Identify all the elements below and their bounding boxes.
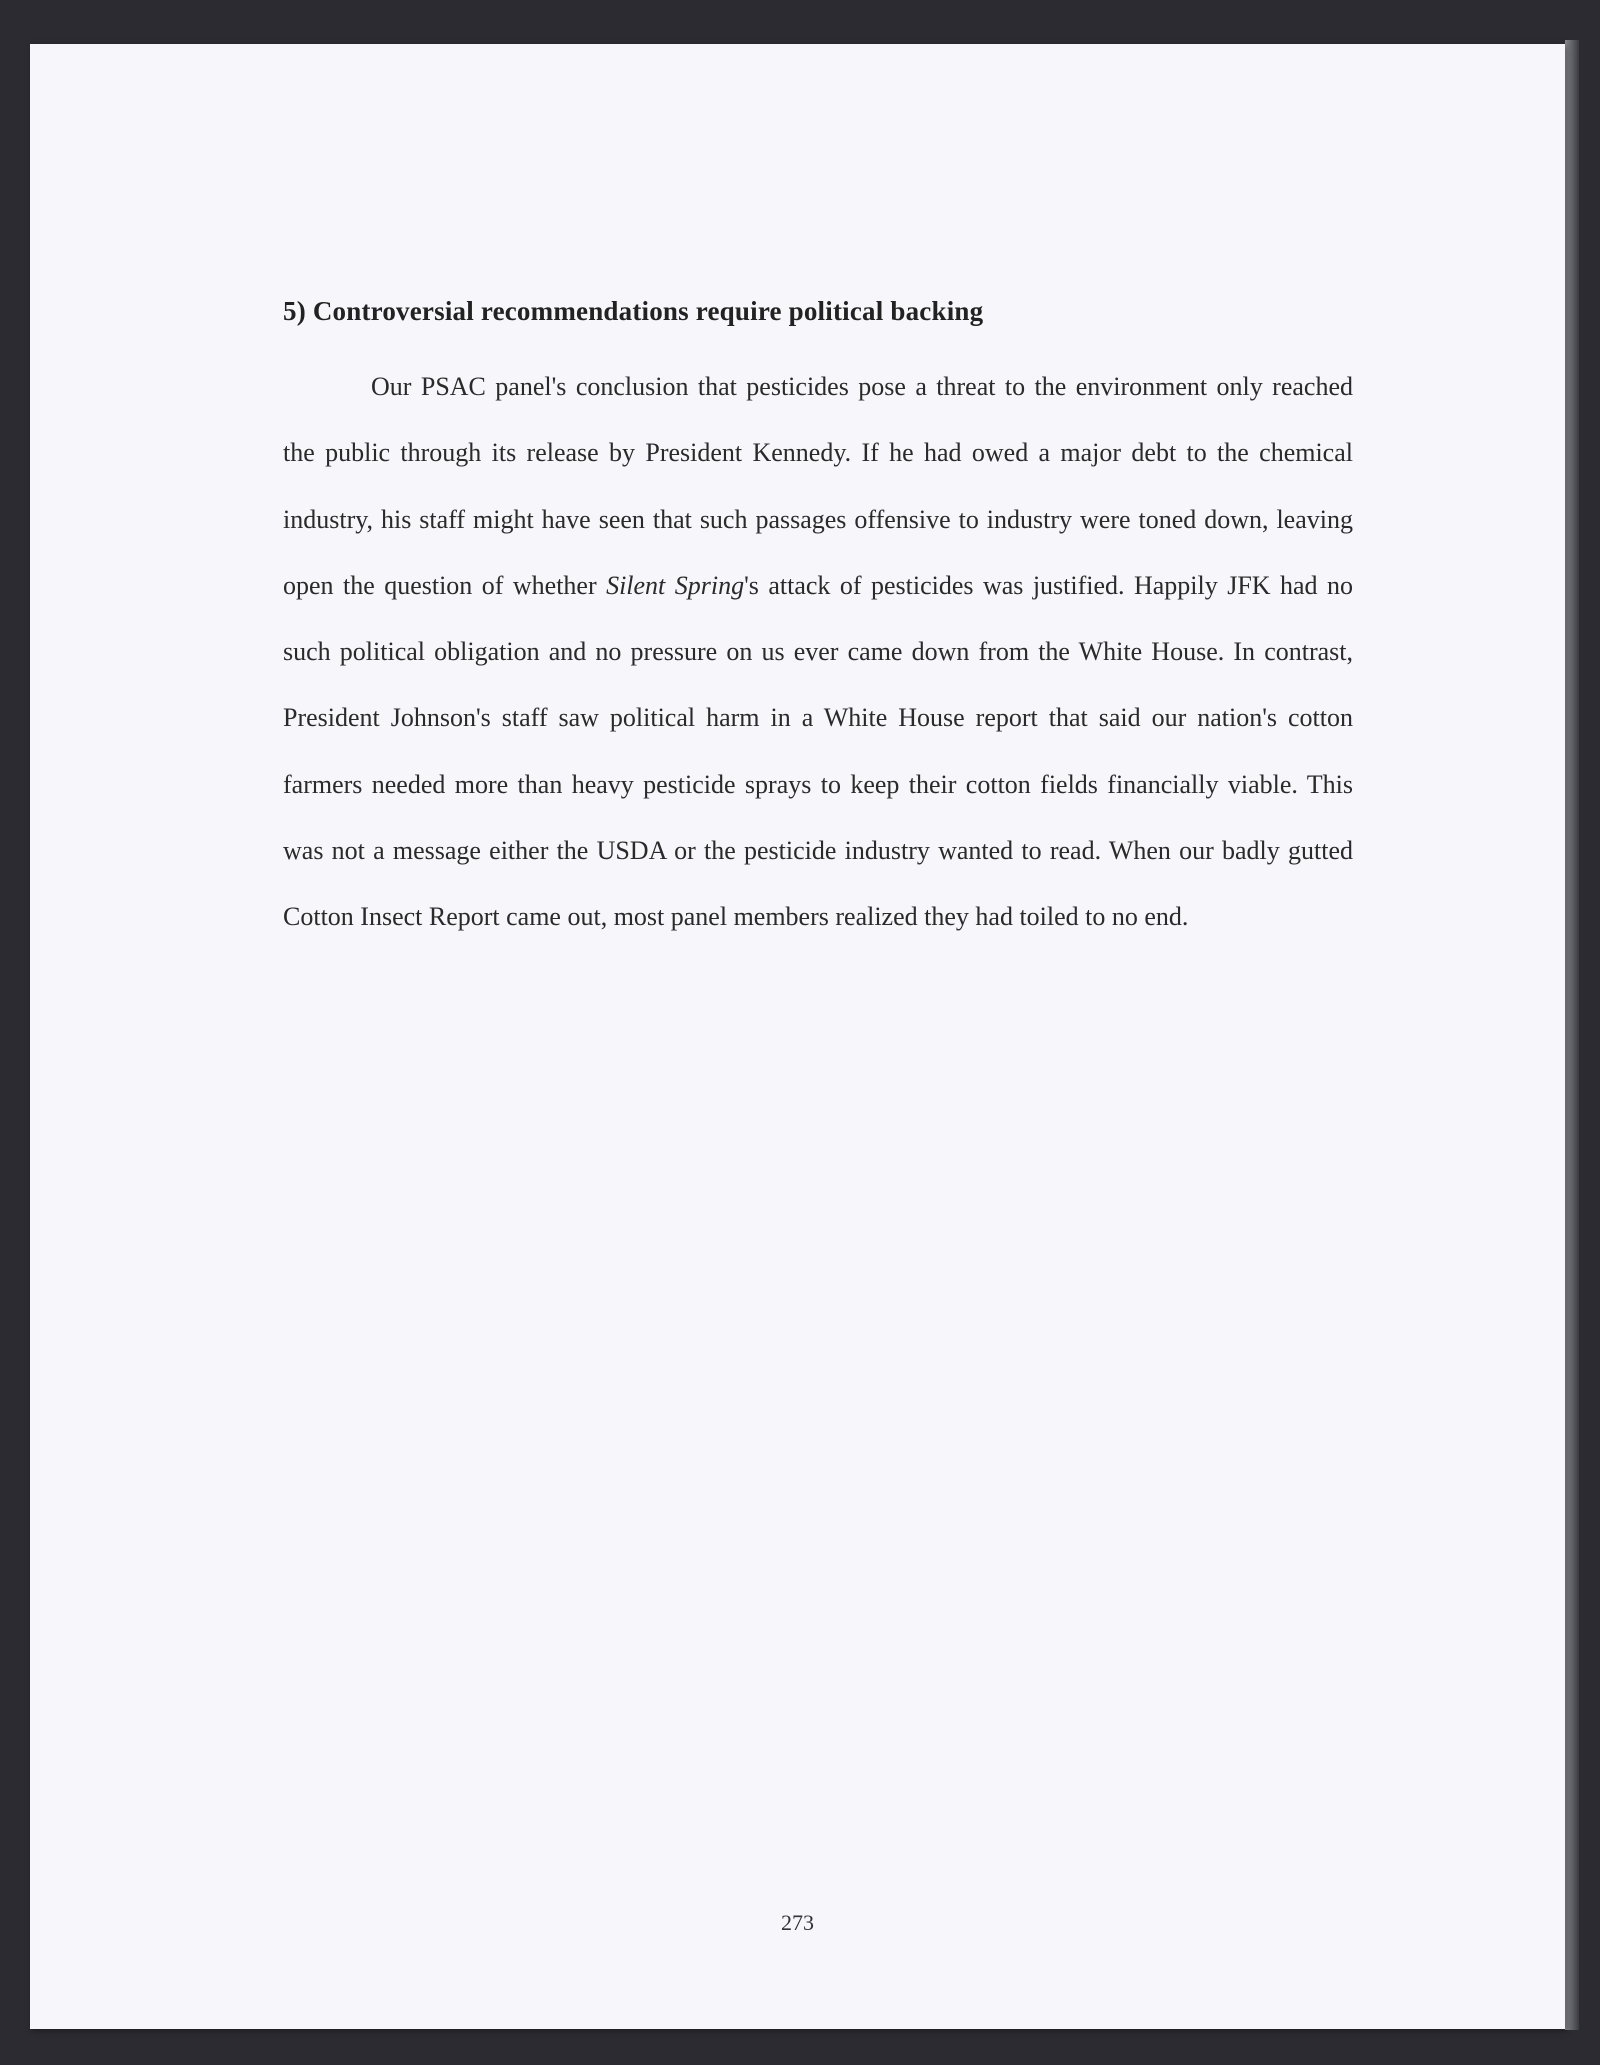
body-paragraph — [283, 354, 1353, 951]
page-edge-shadow — [1565, 40, 1579, 2030]
section-heading: 5) Controversial recommendations require political backing — [283, 296, 984, 326]
book-title-italic: Silent Spring — [606, 570, 745, 600]
paragraph-text-part1: Our PSAC panel's conclusion that pesticides pose a threat to the environment only reached the public through its release by President Kennedy. If he had owed a major debt to the chemical industry, his staff might have seen that such passages offensive to industry were toned down, leaving open the question of whether — [283, 372, 1353, 600]
document-page — [30, 44, 1565, 2029]
paragraph-text-part2: 's attack of pesticides was justified. Happily JFK had no such political obligation and no pressure on us ever came down from the White House. In contrast, President Johnson's staff saw political harm in a White House report that said our nation's cotton farmers needed more than heavy pesticide sprays to keep their cotton fields financially viable. This was not a message either the USDA or the pesticide industry wanted to read. When our badly gutted Cotton Insect Report came out, most panel members realized they had toiled to no end. — [283, 570, 1353, 932]
page-number: 273 — [781, 1910, 814, 1935]
